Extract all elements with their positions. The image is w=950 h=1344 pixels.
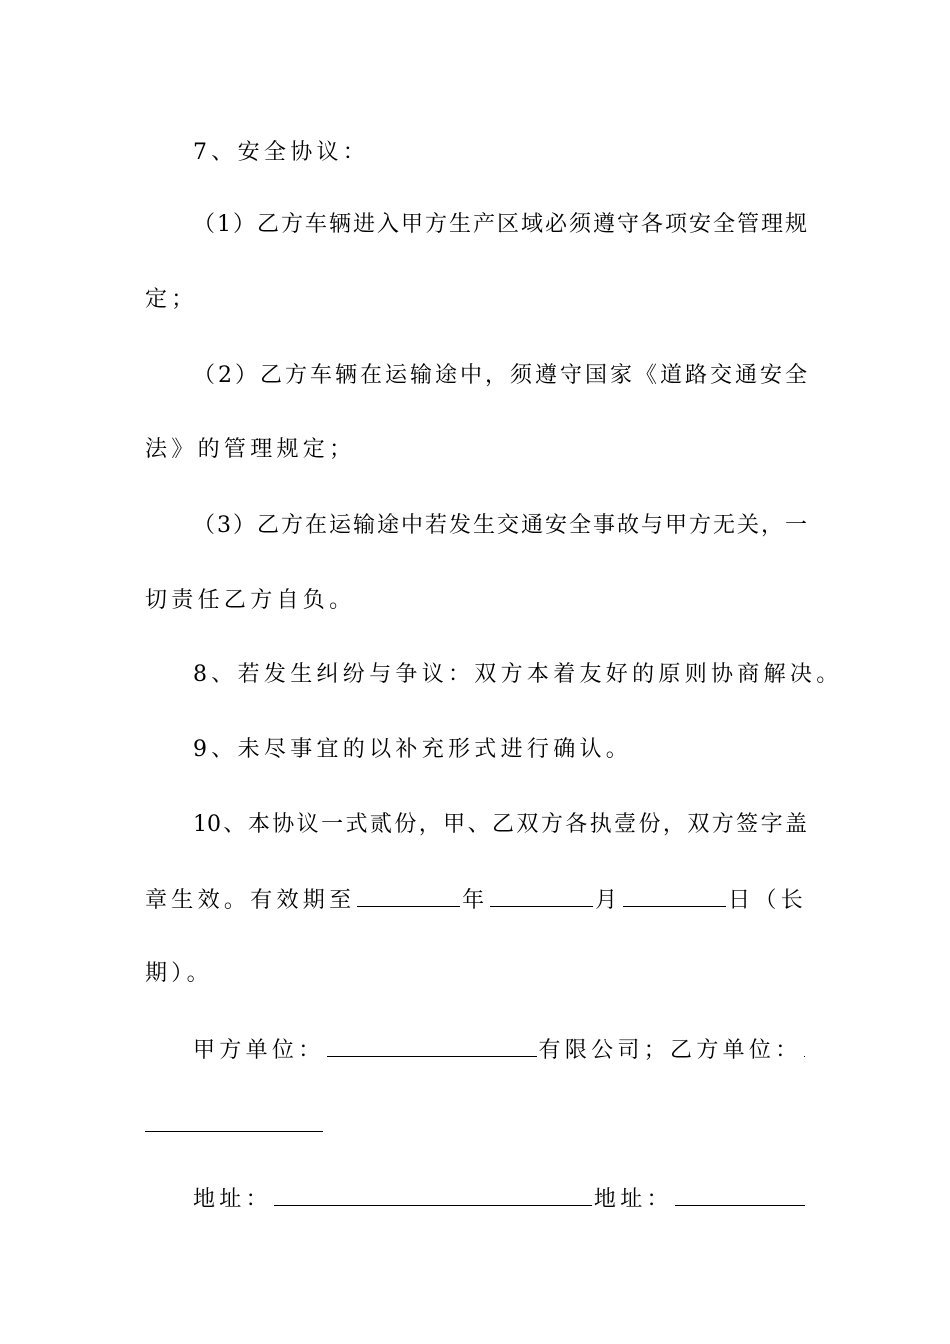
item-8: 8、若发生纠纷与争议：双方本着友好的原则协商解决。 [193, 662, 843, 687]
item-7-3-line-2: 切责任乙方自负。 [145, 588, 356, 613]
month-blank [490, 884, 593, 907]
item-10-line-1: 10、本协议一式贰份，甲、乙双方各执壹份，双方签字盖 [193, 812, 807, 837]
address-a-label: 地址： [193, 1187, 272, 1212]
party-b-blank-continued [145, 1131, 323, 1132]
year-blank [357, 884, 460, 907]
day-blank [623, 884, 726, 907]
party-units-line [193, 1034, 807, 1066]
item-10-line-2 [145, 884, 807, 916]
party-a-blank [327, 1034, 537, 1057]
item-7-2-line-2: 法》的管理规定； [145, 437, 356, 462]
item-10-line-3: 期）。 [145, 961, 213, 986]
day-label: 日（长 [728, 888, 807, 913]
item-7-title: 7、安全协议： [193, 140, 370, 165]
address-b-blank [675, 1183, 805, 1206]
party-a-label: 甲方单位： [193, 1038, 325, 1063]
party-a-suffix: 有限公司； [538, 1038, 671, 1063]
item-7-3-line-1: （3）乙方在运输途中若发生交通安全事故与甲方无关，一 [193, 513, 807, 538]
item-9: 9、未尽事宜的以补充形式进行确认。 [193, 737, 633, 762]
party-b-label: 乙方单位： [670, 1038, 802, 1063]
month-label: 月 [595, 888, 622, 913]
item-7-2-line-1: （2）乙方车辆在运输途中，须遵守国家《道路交通安全 [193, 363, 807, 388]
address-a-blank [274, 1183, 592, 1206]
address-line [193, 1183, 807, 1215]
party-b-blank [804, 1034, 805, 1057]
validity-label: 章生效。有效期至 [145, 888, 356, 913]
item-7-1-line-1: （1）乙方车辆进入甲方生产区域必须遵守各项安全管理规 [193, 212, 807, 237]
year-label: 年 [462, 888, 489, 913]
address-b-label: 地址： [593, 1187, 673, 1212]
item-7-1-line-2: 定； [145, 287, 198, 312]
